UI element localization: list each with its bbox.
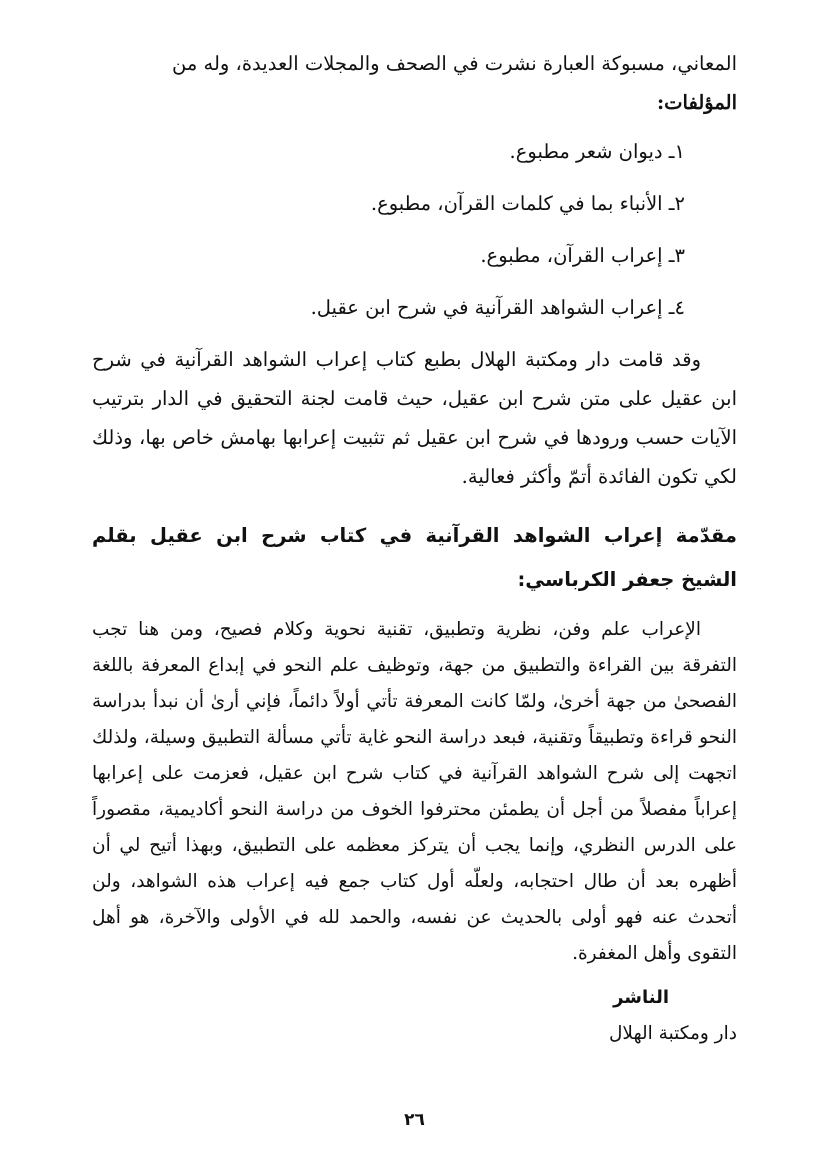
publisher-name: دار ومكتبة الهلال: [608, 1023, 737, 1044]
preface-body: الإعراب علم وفن، نظرية وتطبيق، تقنية نحوية وكلام فصيح، ومن هنا تجب التفرقة بين القراءة والتطبيق من جهة، وتوظيف علم النحو في إبداع المعرفة باللغة الفصحىٰ من جهة أخرىٰ، ولمّا كانت المعرفة تأتي أولاً دائماً، فإني أرىٰ أن نبدأ بدراسة النحو قراءة وتطبيقاً وتقنية، فبعد دراسة النحو غاية تأتي مسألة التطبيق وسيلة، ولذلك اتجهت إلى شرح الشواهد القرآنية في كتاب شرح ابن عقيل، فعزمت على إعرابها إعراباً مفصلاً من أجل أن يطمئن محترفوا الخوف من دراسة النحو أكاديمية، مقصوراً على الدرس النظري، وإنما يجب أن يتركز معظمه على التطبيق، وبهذا أتيح لي أن أظهره بعد أن طال احتجابه، ولعلّه أول كتاب جمع فيه إعراب هذه الشواهد، ولن أتحدث عنه فهو أولى بالحديث عن نفسه، والحمد لله في الأولى والآخرة، هو أهل التقوى وأهل المغفرة.: [92, 619, 737, 964]
page-content: [92, 44, 737, 1052]
list-item: ٢ـ الأنباء بما في كلمات القرآن، مطبوع.: [370, 192, 685, 215]
intro-paragraph: [92, 44, 737, 122]
works-label: المؤلفات:: [656, 91, 737, 114]
works-list: [92, 126, 737, 334]
list-item: ٣ـ إعراب القرآن، مطبوع.: [480, 244, 685, 267]
publisher-label: الناشر: [613, 987, 669, 1008]
section-heading: مقدّمة إعراب الشواهد القرآنية في كتاب شرح ابن عقيل بقلم الشيخ جعفر الكرباسي:: [92, 524, 737, 591]
list-item: ١ـ ديوان شعر مطبوع.: [509, 140, 685, 163]
publishing-note: وقد قامت دار ومكتبة الهلال بطبع كتاب إعراب الشواهد القرآنية في شرح ابن عقيل على متن شرح ابن عقيل، حيث قامت لجنة التحقيق في الدار بترتيب الآيات حسب ورودها في شرح ابن عقيل ثم تثبيت إعرابها بهامش خاص بها، وذلك لكي تكون الفائدة أتمّ وأكثر فعالية.: [92, 348, 737, 488]
list-item: ٤ـ إعراب الشواهد القرآنية في شرح ابن عقيل.: [310, 296, 685, 319]
page-number: ٢٦: [404, 1110, 425, 1130]
intro-text: المعاني، مسبوكة العبارة نشرت في الصحف والمجلات العديدة، وله من: [172, 52, 737, 75]
